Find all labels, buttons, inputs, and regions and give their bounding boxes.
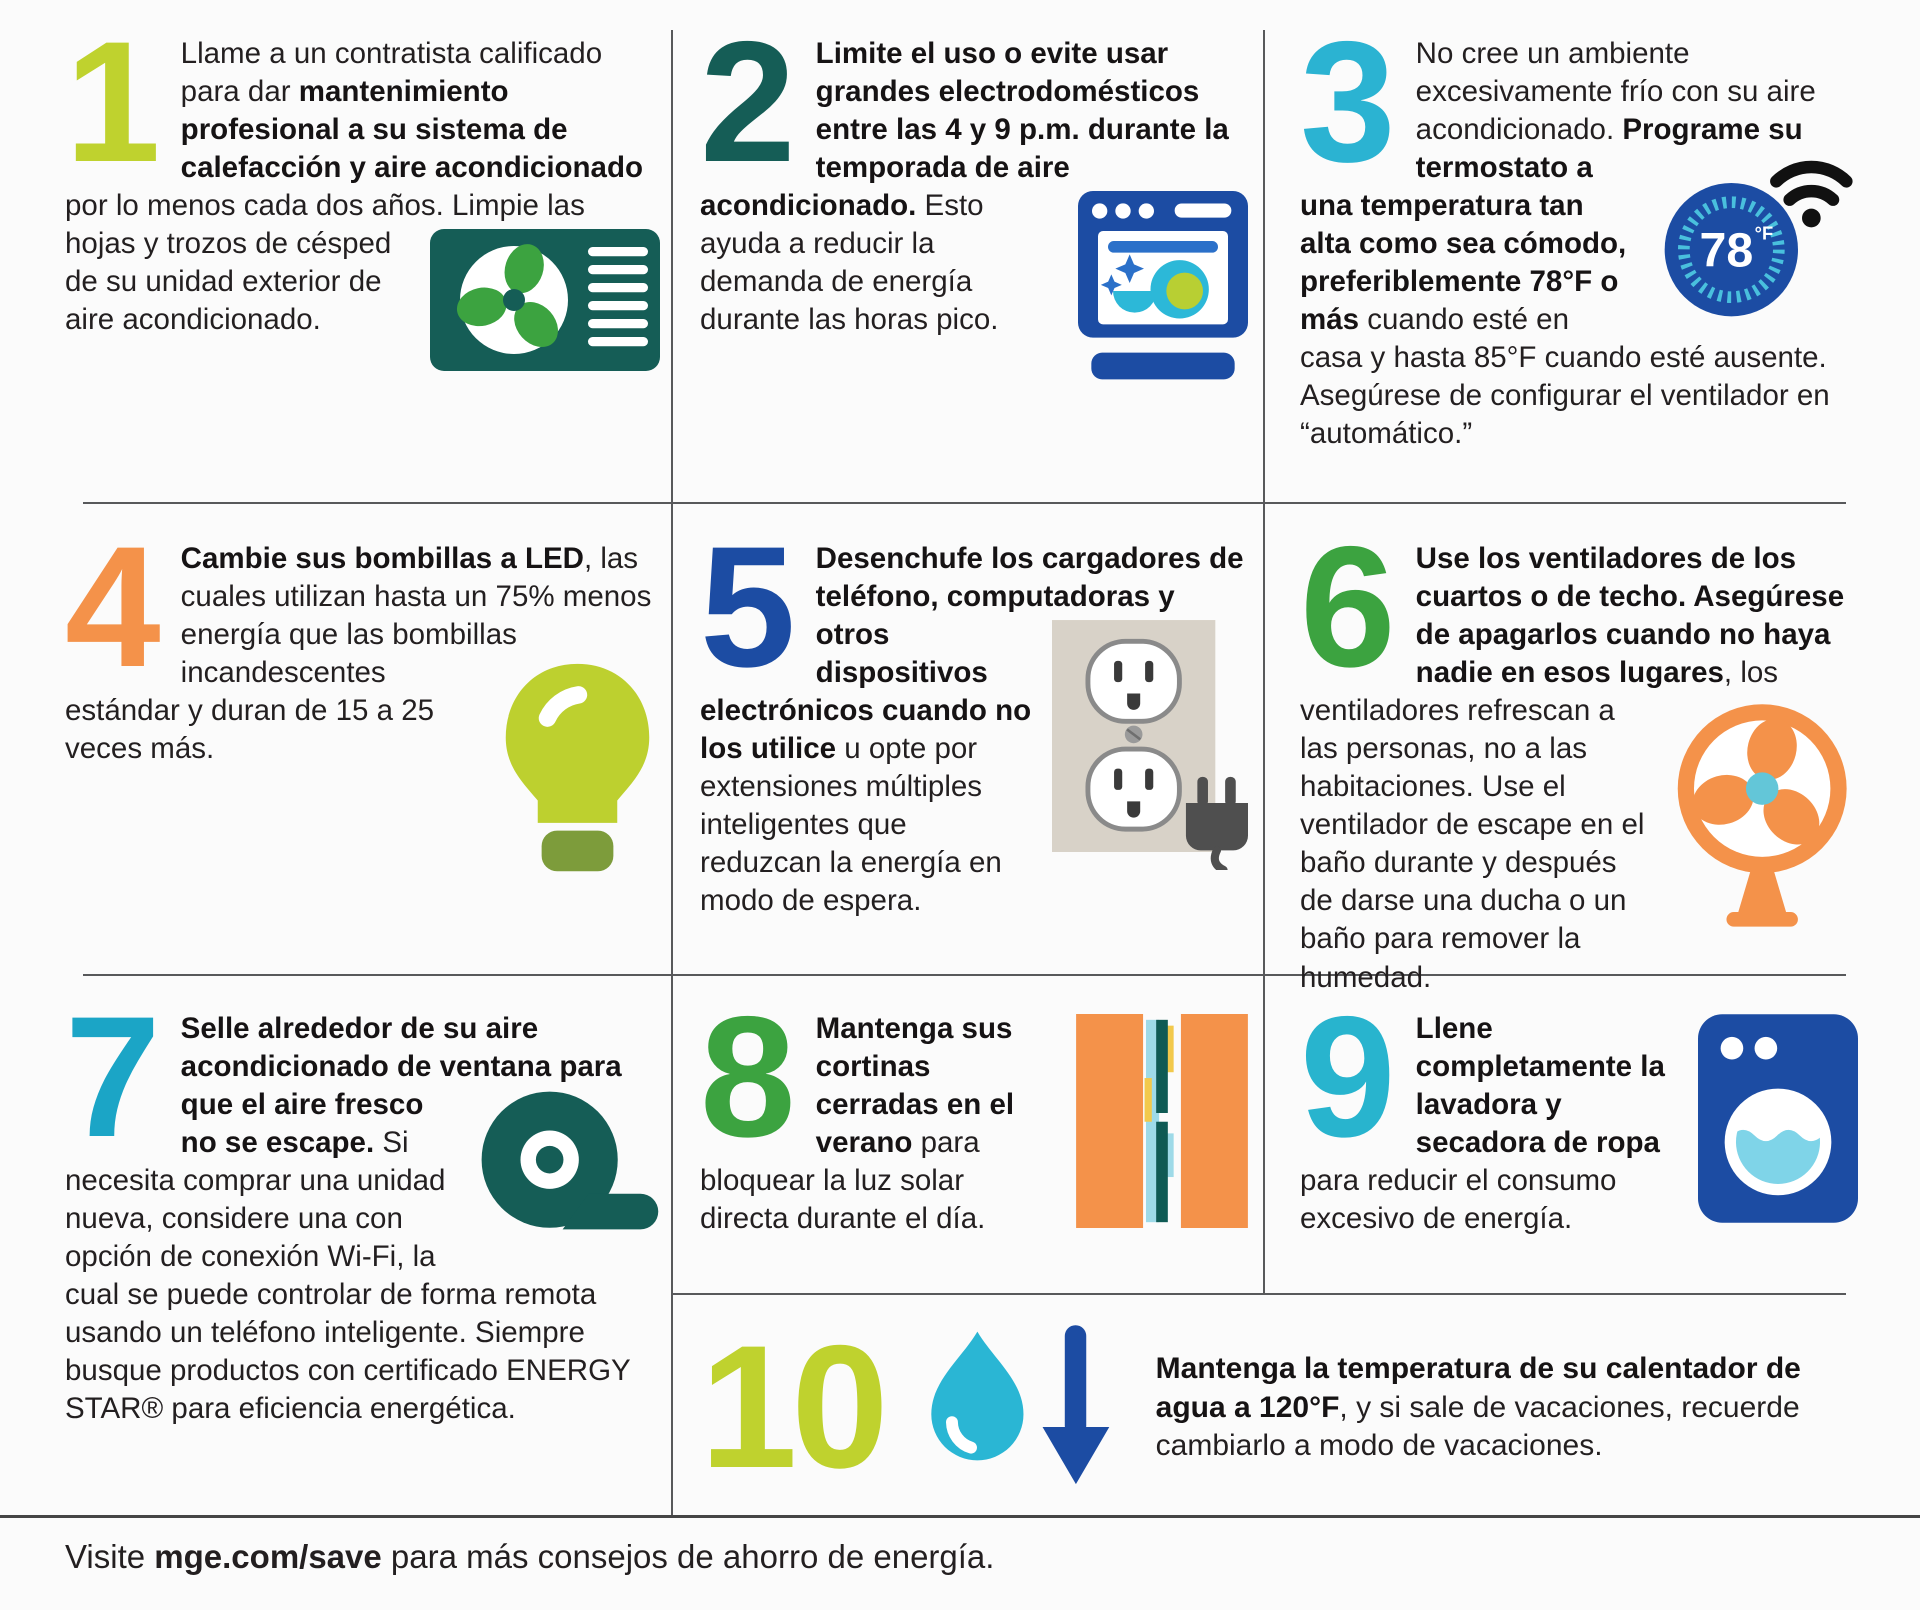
tip-8-number: 8 bbox=[700, 981, 790, 1173]
tip-10 bbox=[700, 1309, 1850, 1505]
tip-3-number: 3 bbox=[1300, 6, 1390, 198]
tip-1-text: Llame a un contratista calificado para dar mantenimiento profesional a su sistema de calefacción y aire acondicionado por lo menos cada dos años. bbox=[65, 37, 644, 223]
tip-8-text: Mantenga sus cortinas cerradas en el verano para bloquear la luz solar directa durante el día. bbox=[700, 1012, 1015, 1236]
tip-3 bbox=[1300, 6, 1858, 454]
tip-4-text: Cambie sus bombillas a LED, las cuales utilizan hasta un 75% menos energía que las bombillas bbox=[180, 542, 652, 652]
divider-vertical-col2-col3 bbox=[1263, 30, 1265, 1293]
tip-1-number: 1 bbox=[65, 6, 155, 198]
portable-fan-icon bbox=[1668, 696, 1858, 930]
outlet-plug-icon bbox=[1052, 620, 1248, 870]
tip-2-text: Limite el uso o evite usar grandes electrodomésticos entre las 4 y 9 p.m. durante la temporada de aire acondicionado. bbox=[700, 37, 1229, 223]
tip-7-number: 7 bbox=[65, 981, 155, 1173]
tip-6-text: Use los ventiladores de los cuartos o de techo. Asegúrese de apagarlos cuando no haya nadie en esos lugares, los ventiladores bbox=[1300, 542, 1845, 728]
tip-9-text: Llene completamente la lavadora y secadora de ropa para reducir el consumo excesivo de energía. bbox=[1300, 1012, 1665, 1236]
tip-4-number: 4 bbox=[65, 511, 155, 703]
ac-unit-icon bbox=[430, 229, 660, 371]
divider-row3-row4 bbox=[671, 1293, 1846, 1295]
tip-4 bbox=[65, 511, 660, 891]
tip-3-text-cont: a una temperatura tan alta como sea cómodo, preferiblemente 78°F o más cuando esté en casa y hasta 85°F cuando esté ausente. Asegúrese de configurar el ventilador en “automático.” bbox=[1300, 151, 1830, 451]
tip-6 bbox=[1300, 511, 1858, 997]
tip-4-text-cont: incandescentes estándar y duran de 15 a 25 veces más. bbox=[65, 656, 435, 766]
sealing-tape-icon bbox=[475, 1090, 660, 1231]
tip-6-number: 6 bbox=[1300, 511, 1390, 703]
tip-5-number: 5 bbox=[700, 511, 790, 703]
smart-thermostat-icon bbox=[1653, 153, 1858, 318]
tip-7-text-cont: el aire fresco no se escape. Si necesita comprar una unidad nueva, considere una con opción de conexión Wi-Fi, la cual se puede controlar de forma remota usando un teléfono inteligente. Siempre busque productos con certificado ENERGY STAR® para eficiencia energética. bbox=[65, 1088, 631, 1426]
tip-3-text: No cree un ambiente excesivamente frío con su aire acondicionado. Programe su termostato bbox=[1415, 37, 1816, 185]
tip-8 bbox=[700, 981, 1248, 1238]
tip-9-number: 9 bbox=[1300, 981, 1390, 1173]
tip-6-text-cont: refrescan a las personas, no a las habitaciones. Use el ventilador de escape en el baño durante y después de darse una ducha o un baño para remover la humedad. bbox=[1300, 694, 1645, 994]
tip-1-text-cont: Limpie las hojas y trozos de césped de su unidad exterior de aire acondicionado. bbox=[65, 189, 585, 337]
water-drop-down-arrow-icon bbox=[917, 1322, 1122, 1494]
footer-note: Visite mge.com/save para más consejos de ahorro de energía. bbox=[65, 1538, 995, 1575]
tip-1 bbox=[65, 6, 660, 381]
tip-2-text-cont: Esto ayuda a reducir la demanda de energía durante las horas pico. bbox=[700, 189, 999, 337]
tip-7-text: Selle alrededor de su aire acondicionado de ventana para que bbox=[180, 1012, 622, 1122]
tip-9 bbox=[1300, 981, 1858, 1238]
led-bulb-icon bbox=[495, 658, 660, 881]
tip-10-text: Mantenga la temperatura de su calentador de agua a 120°F, y si sale de vacaciones, recuerde cambiarlo a modo de vacaciones. bbox=[1155, 1351, 1801, 1463]
tip-10-number: 10 bbox=[700, 1309, 883, 1505]
tip-5-text: Desenchufe los cargadores de teléfono, computadoras bbox=[815, 542, 1244, 614]
tip-7 bbox=[65, 981, 660, 1429]
dishwasher-icon bbox=[1078, 191, 1248, 381]
divider-footer bbox=[0, 1515, 1920, 1518]
tip-2 bbox=[700, 6, 1248, 391]
tip-5-text-cont: y otros dispositivos electrónicos cuando no los utilice u opte por extensiones múltiples inteligentes que reduzcan la energía en modo de espera. bbox=[700, 580, 1175, 918]
tip-5 bbox=[700, 511, 1248, 920]
closed-curtains-icon bbox=[1076, 1014, 1248, 1228]
tip-2-number: 2 bbox=[700, 6, 790, 198]
thermostat-reading: 78 bbox=[1699, 223, 1754, 278]
washing-machine-icon bbox=[1698, 1014, 1858, 1223]
divider-row1-row2 bbox=[83, 502, 1846, 504]
thermostat-unit: °F bbox=[1754, 222, 1774, 244]
